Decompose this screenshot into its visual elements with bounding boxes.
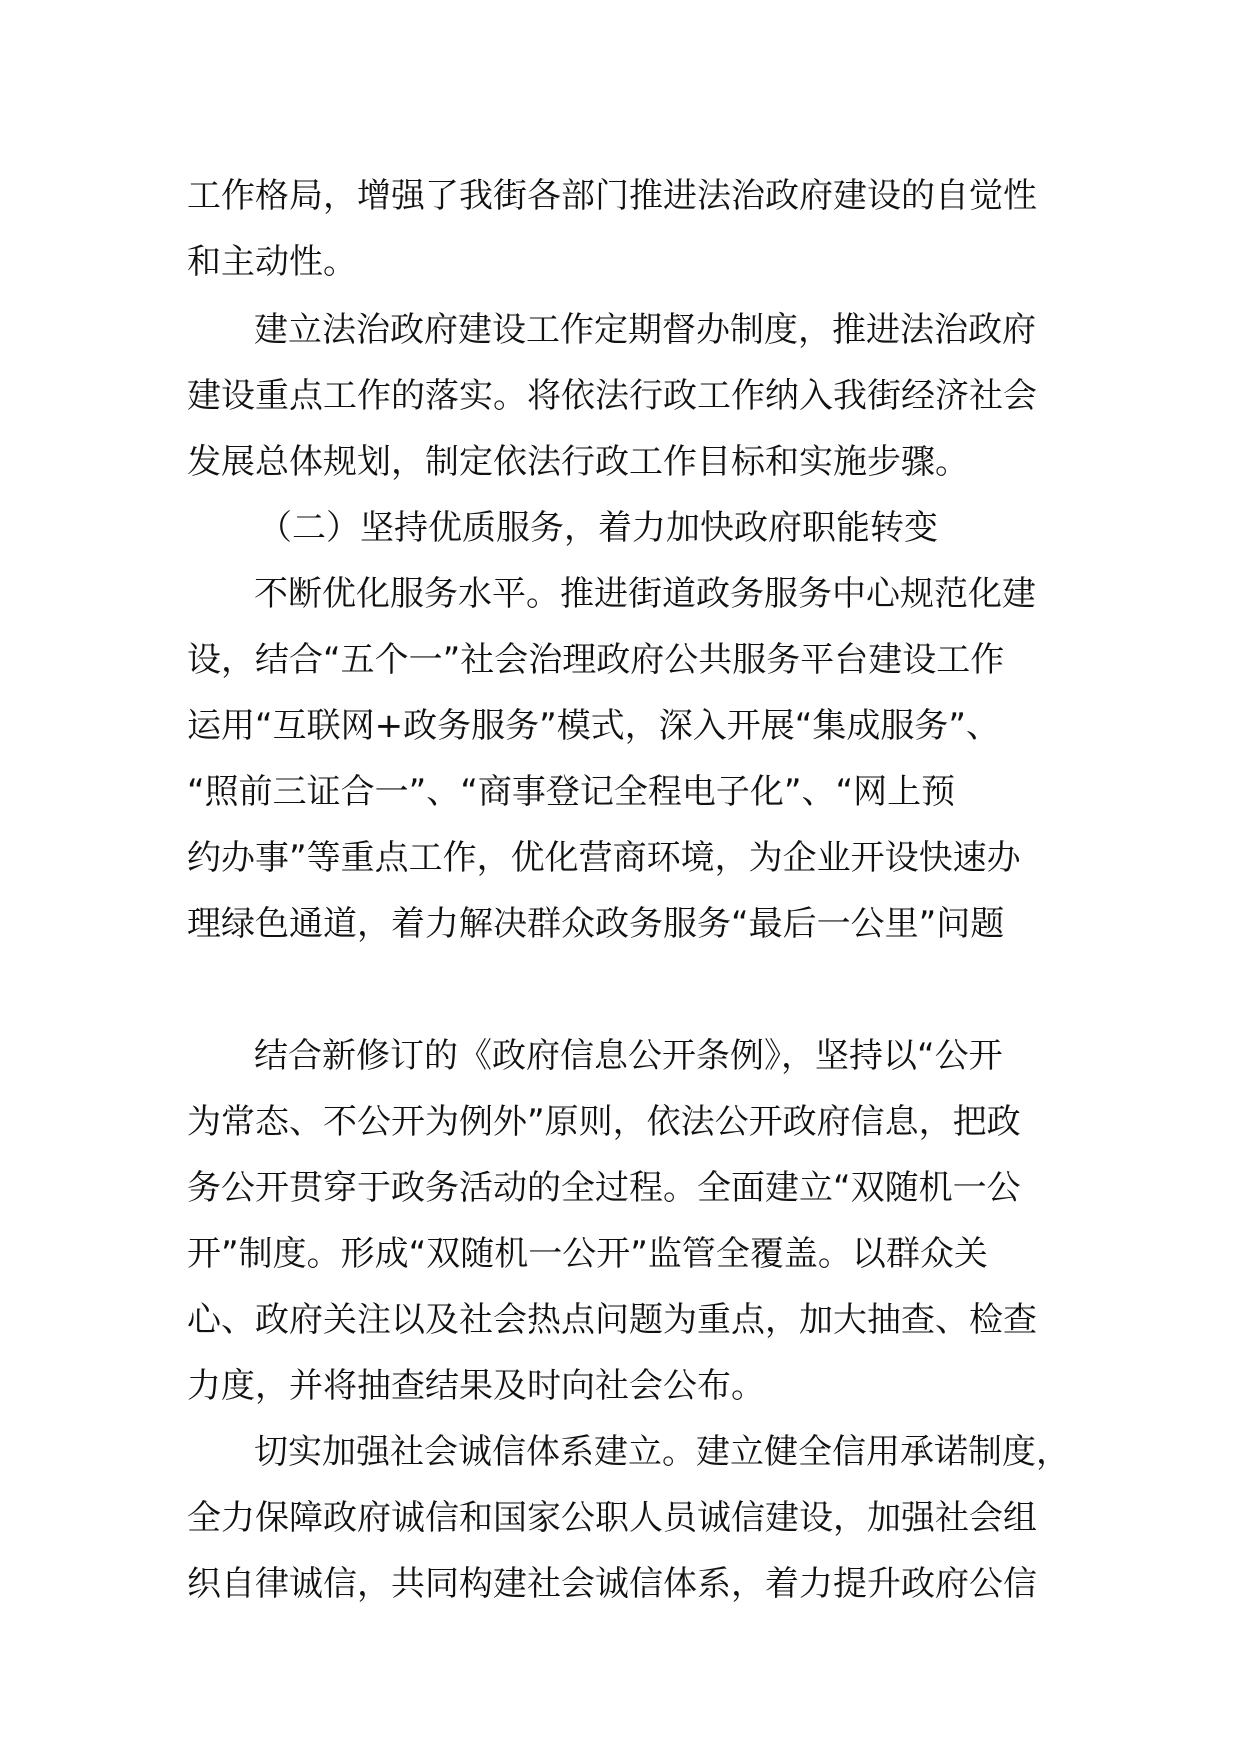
text-line: 设，结合“五个一”社会治理政府公共服务平台建设工作 <box>187 640 1005 680</box>
text-line: “照前三证合一”、“商事登记全程电子化”、“网上预 <box>187 772 956 812</box>
text-line: 心、政府关注以及社会热点问题为重点，加大抽查、检查 <box>187 1300 1037 1340</box>
text-line: 建设重点工作的落实。将依法行政工作纳入我街经济社会 <box>187 376 1037 416</box>
text-line: 为常态、不公开为例外”原则，依法公开政府信息，把政 <box>187 1102 1021 1142</box>
text-line: 开”制度。形成“双随机一公开”监管全覆盖。以群众关 <box>187 1234 988 1274</box>
text-line: 发展总体规划，制定依法行政工作目标和实施步骤。 <box>187 442 969 482</box>
paragraph-first-line: 不断优化服务水平。推进街道政务服务中心规范化建 <box>254 574 1036 614</box>
section-heading: （二）坚持优质服务，着力加快政府职能转变 <box>258 508 938 548</box>
text-line: 运用“互联网+政务服务”模式，深入开展“集成服务”、 <box>187 706 1000 746</box>
text-line: 工作格局，增强了我街各部门推进法治政府建设的自觉性 <box>187 176 1037 216</box>
text-line: 全力保障政府诚信和国家公职人员诚信建设，加强社会组 <box>187 1498 1037 1538</box>
text-line: 约办事”等重点工作，优化营商环境，为企业开设快速办 <box>187 838 1021 878</box>
text-line: 和主动性。 <box>187 242 357 282</box>
text-line: 力度，并将抽查结果及时向社会公布。 <box>187 1366 765 1406</box>
paragraph-first-line: 建立法治政府建设工作定期督办制度，推进法治政府 <box>254 310 1036 350</box>
text-line: 务公开贯穿于政务活动的全过程。全面建立“双随机一公 <box>187 1168 1021 1208</box>
paragraph-first-line: 结合新修订的《政府信息公开条例》，坚持以“公开 <box>254 1036 1003 1076</box>
paragraph-first-line: 切实加强社会诚信体系建立。建立健全信用承诺制度， <box>254 1432 1070 1472</box>
text-line: 理绿色通道，着力解决群众政务服务“最后一公里”问题 <box>187 904 1005 944</box>
text-line: 织自律诚信，共同构建社会诚信体系，着力提升政府公信 <box>187 1564 1037 1604</box>
